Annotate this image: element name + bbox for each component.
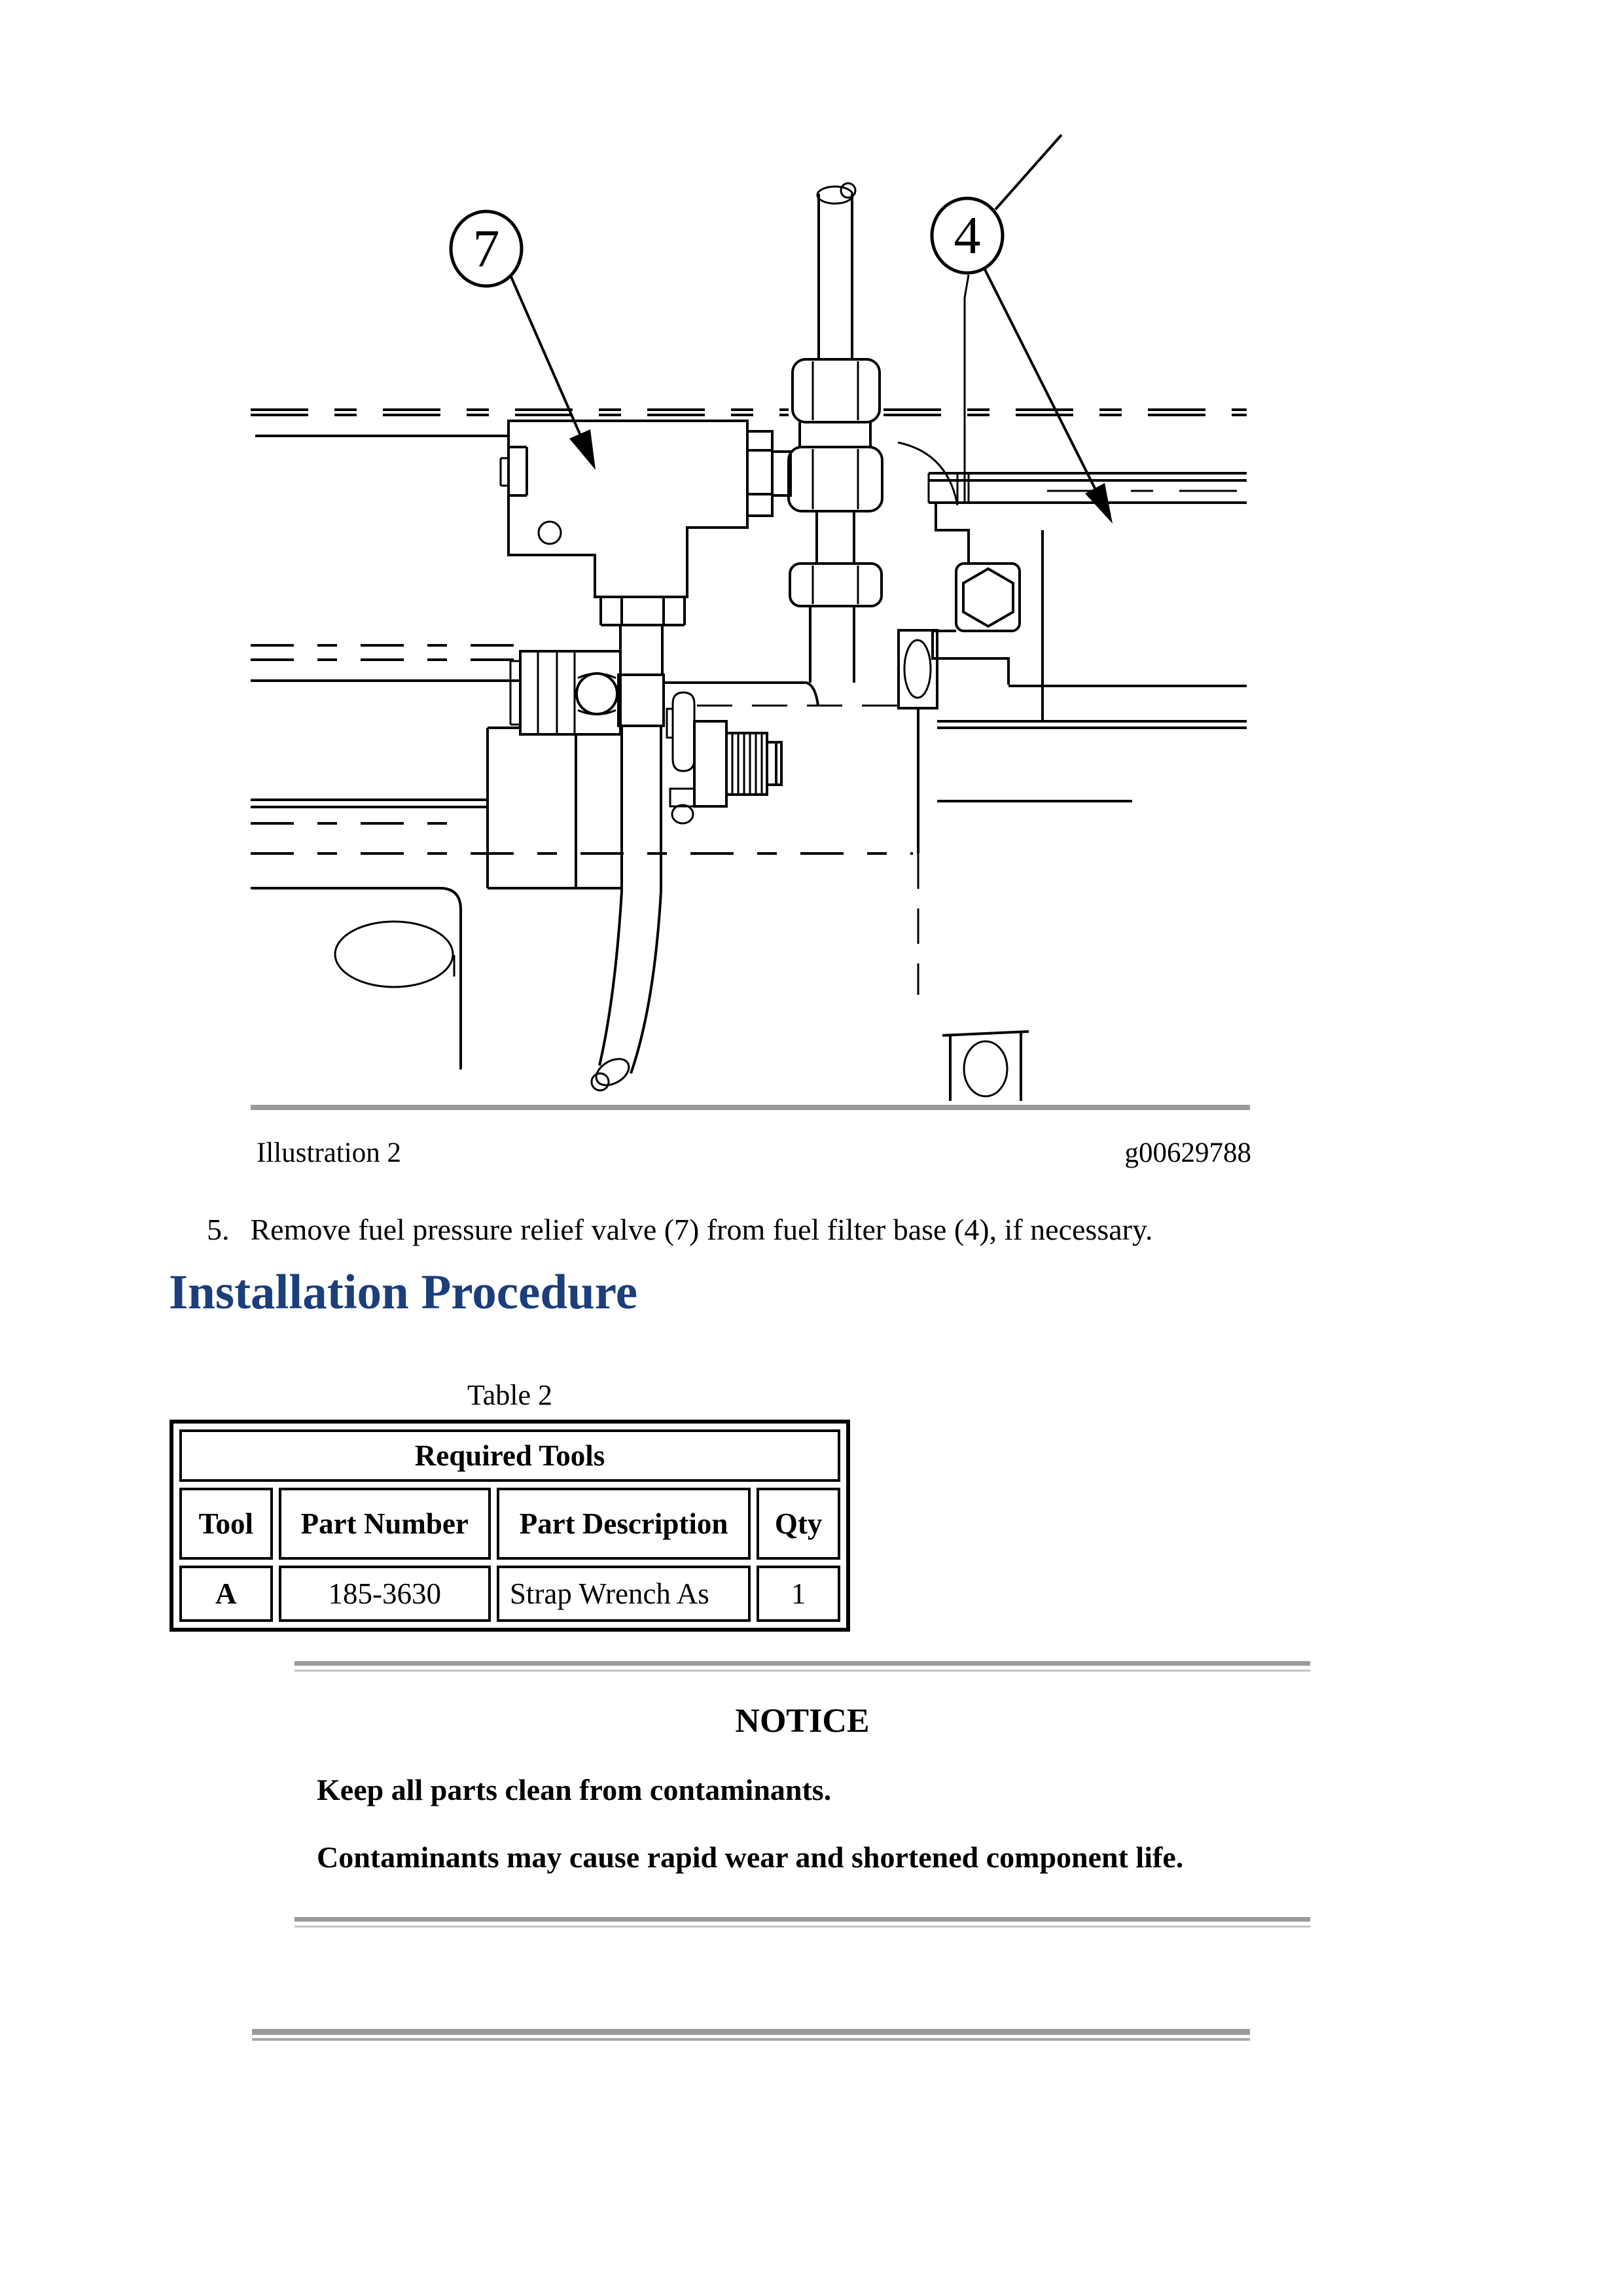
step-number: 5. — [207, 1213, 230, 1246]
valve-stem-and-hose — [592, 625, 664, 1090]
fuel-filter-base — [898, 442, 1247, 995]
table-header-row — [179, 1488, 840, 1560]
column-header-part-number: Part Number — [279, 1488, 491, 1560]
notice-separator-bottom — [294, 1917, 1310, 1928]
callout-4-reference-line — [965, 275, 969, 503]
table-caption: Table 2 — [467, 1379, 553, 1411]
column-header-tool: Tool — [179, 1488, 273, 1560]
callout-4-upper-leader — [995, 135, 1061, 209]
column-header-qty: Qty — [757, 1488, 840, 1560]
callout-7-arrowhead — [569, 429, 596, 470]
table-row — [179, 1566, 840, 1622]
notice-separator-top — [294, 1661, 1310, 1672]
table-title-row — [179, 1429, 840, 1482]
relief-valve-body — [501, 421, 791, 625]
plug-adjuster — [667, 692, 916, 823]
illustration-figure-code: g00629788 — [1124, 1138, 1251, 1168]
cell-qty: 1 — [757, 1566, 840, 1622]
section-heading: Installation Procedure — [169, 1265, 637, 1319]
cell-tool: A — [179, 1566, 273, 1622]
column-header-part-description: Part Description — [497, 1488, 751, 1560]
callout-4 — [932, 135, 1113, 524]
callout-4-label: 4 — [954, 206, 981, 265]
hose-coupler-fitting — [510, 651, 620, 734]
bottom-right-fitting — [942, 1031, 1029, 1101]
callout-4-leader — [985, 270, 1095, 488]
step-text: Remove fuel pressure relief valve (7) from fuel filter base (4), if necessary. — [250, 1213, 1153, 1246]
page-separator — [252, 2029, 1250, 2041]
lower-left-block — [488, 728, 576, 888]
centerlines-upper — [251, 410, 1247, 415]
notice-line-2: Contaminants may cause rapid wear and shortened component life. — [317, 1840, 1184, 1874]
technical-illustration — [249, 124, 1260, 1103]
illustration-caption: Illustration 2 — [257, 1138, 401, 1168]
required-tools-table — [169, 1420, 850, 1632]
notice-block — [294, 1661, 1310, 1928]
step-5 — [207, 1211, 1385, 1249]
illustration-separator — [251, 1105, 1250, 1110]
bottom-left-housing — [251, 888, 461, 1069]
cell-part-number: 185-3630 — [279, 1566, 491, 1622]
notice-line-1: Keep all parts clean from contaminants. — [317, 1773, 832, 1806]
cell-part-description: Strap Wrench As — [497, 1566, 751, 1622]
table-title: Required Tools — [179, 1429, 840, 1482]
required-tools-area — [169, 1378, 850, 1632]
notice-title: NOTICE — [735, 1702, 870, 1740]
callout-7 — [451, 211, 596, 470]
callout-7-label: 7 — [473, 219, 500, 278]
illustration-caption-row — [257, 1136, 1251, 1170]
fuel-filter-base-diagram — [249, 124, 1260, 1103]
